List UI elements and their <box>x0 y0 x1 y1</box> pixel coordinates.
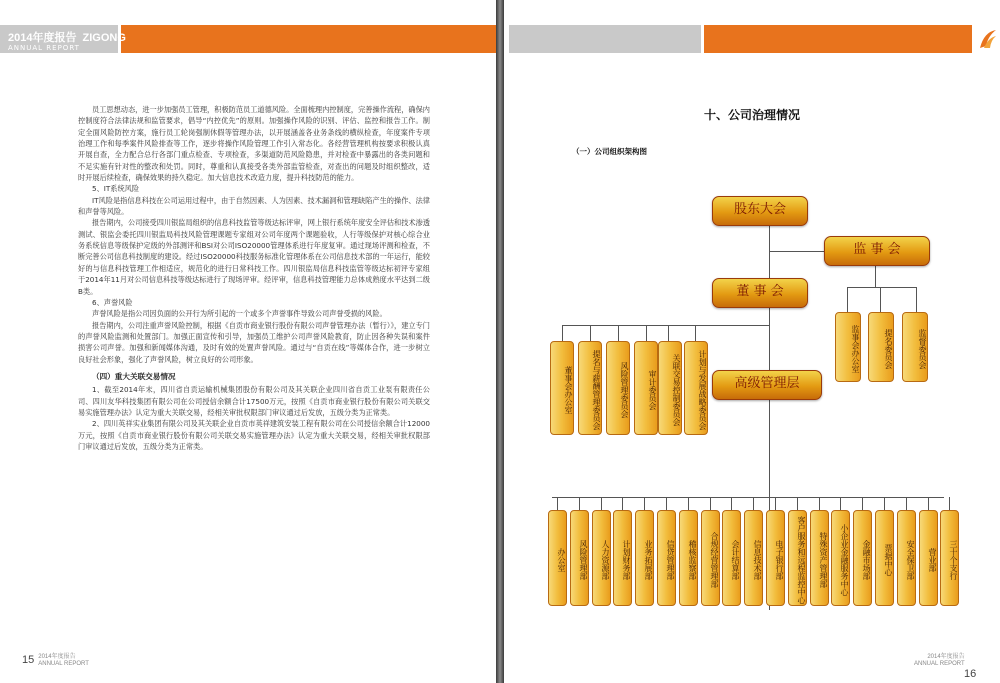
line-department-drop <box>666 497 667 510</box>
board-committee-box: 董事会办公室 <box>550 341 574 435</box>
footer-small-a: 2014年度报告 <box>927 654 965 660</box>
line-committee-bus <box>562 325 769 326</box>
department-box: 金融市场部 <box>853 510 872 606</box>
line-sup-c3 <box>916 287 917 312</box>
line-to-supervisors <box>769 251 824 252</box>
department-box: 合规经营管理部 <box>701 510 720 606</box>
brand-name: ZIGONG <box>82 32 126 44</box>
body-paragraph: 声誉风险是指公司因负面的公开行为所引起的一个或多个声誉事件导致公司声誉受损的风险。 <box>92 309 387 319</box>
line-department-drop <box>949 497 950 510</box>
org-chart <box>504 0 1000 683</box>
line-sup-c2 <box>880 287 881 312</box>
board-committee-box: 关联交易控制委员会 <box>658 341 682 435</box>
board-committee-box: 提名与薪酬管理委员会 <box>578 341 602 435</box>
right-footer <box>914 654 1000 680</box>
line-department-drop <box>644 497 645 510</box>
line-department-drop <box>840 497 841 510</box>
body-paragraph: IT风险是指信息科技在公司运用过程中，由于自然因素、人为因素、技术漏洞和管理缺陷产生的操作、法律和声誉等风险。 <box>78 195 430 217</box>
line-department-bus <box>552 497 944 498</box>
department-box: 风险管理部 <box>570 510 589 606</box>
body-paragraph: 2、四川英祥实业集团有限公司及其关联企业自贡市英祥建筑安装工程有限公司在公司授信余额合计12000万元，按照《自贡市商业银行股份有限公司关联交易实施管理办法》认定为重大关联交易，经相关审批权限部门审议通过后发放，五级分类为正常类。 <box>78 419 430 451</box>
line-department-drop <box>797 497 798 510</box>
line-com-c5 <box>668 325 669 341</box>
department-box: 信贷管理部 <box>657 510 676 606</box>
body-paragraph: 员工思想动态，进一步加强员工管理，积极防范员工道德风险。全面梳理内控制度，完善操作流程，确保内控制度符合法律法规和监管要求，倡导“内控优先”的原则。加强操作风险的识别、评估、监控和报告工作。制定全面风险防控方案，施行员工轮岗强制休假等管理办法，以开展涵盖各业务条线的横纵检查，年度案件专项治理工作和每季案件风险排查等工作，逐步将操作风险管理工作引入常态化。各经营管理机构按要求积极认真开展自查，全力配合总行各部门重点检查、专项检查，多渠道防范风险隐患，并对检查中暴露出的各类问题和不足实施有针对性的整改和处罚。同时，尊重和认真接受各类外部监管检查，对查出的问题及时组织整改，适时开展后续检查，确保效果的持久稳定。加大信息技术改造力度，提升科技防范的能力。 <box>78 105 430 183</box>
line-department-drop <box>906 497 907 510</box>
footer-small-b: ANNUAL REPORT <box>38 661 89 667</box>
department-box: 特殊资产管理部 <box>810 510 829 606</box>
section-title: 十、公司治理情况 <box>704 108 801 122</box>
left-footer <box>22 654 89 668</box>
line-department-drop <box>862 497 863 510</box>
page-number: 15 <box>22 654 35 666</box>
board-committee-box: 计划与发展战略委员会 <box>684 341 708 435</box>
left-page <box>0 0 496 683</box>
supervisor-committee-box: 监事会办公室 <box>835 312 861 382</box>
body-paragraph: 报告期内，公司接受四川银监局组织的信息科技监管等级达标评审，网上银行系统年度安全评估和技术渗透测试、银监会委托四川银监局科技风险管理课题专家组对公司年度两个课题验收，人行等级保护对核心综合业务系统信息等级保护定级的外部测评和BSI对公司ISO20000管理体系进行年度复审。通过现场评测和检查，不断完善公司信息科技制度的建设。经过ISO20000科技服务标准化管理体系在公司信息技术部的一年运行，能较好的与信息科技管理工作相适应，规范化的进行日常科技工作。四川银监局信息科技监管等级达标初评专家组于2014年11月对公司信息科技等级达标进行了现场评审。经评审，信息科技管理能力总体成熟度水平达到二级B类。 <box>78 218 430 296</box>
report-year-title: 2014年度报告 <box>8 32 77 44</box>
header-bar-left-orange <box>121 25 496 53</box>
footer-small-b: ANNUAL REPORT <box>914 661 965 667</box>
department-box: 营业部 <box>919 510 938 606</box>
supervisory-board-box: 监 事 会 <box>824 236 930 266</box>
line-com-c1 <box>562 325 563 341</box>
department-box: 小企业金融服务中心 <box>831 510 850 606</box>
department-box: 计划财务部 <box>613 510 632 606</box>
right-page <box>504 0 1000 683</box>
department-box: 稽核监察部 <box>679 510 698 606</box>
line-department-drop <box>557 497 558 510</box>
department-box: 信息技术部 <box>744 510 763 606</box>
line-department-drop <box>819 497 820 510</box>
body-paragraph: 报告期内，公司注重声誉风险控制，根据《自贡市商业银行股份有限公司声誉管理办法（暂行）》，建立专门的声誉风险监测和处置部门。加强正面宣传和引导，加强员工维护公司声誉风险教育，防止因各种失误和案件损害公司声誉。加强和新闻媒体沟通，及时有效的处置声誉风险。通过与“自贡在线”等媒体合作，进一步树立良好社会形象，强化了声誉风险，树立良好的公司形象。 <box>78 320 430 364</box>
shareholders-meeting-box: 股东大会 <box>712 196 808 226</box>
line-supervisor-bus <box>847 287 917 288</box>
left-body-text <box>78 104 430 452</box>
line-department-drop <box>622 497 623 510</box>
department-box: 票据中心 <box>875 510 894 606</box>
line-department-drop <box>688 497 689 510</box>
line-department-drop <box>601 497 602 510</box>
line-com-c6 <box>695 325 696 341</box>
department-box: 安全保卫部 <box>897 510 916 606</box>
page-number: 16 <box>964 668 977 680</box>
subsection-title: （一）公司组织架构图 <box>572 147 647 156</box>
department-box: 三十个支行 <box>940 510 959 606</box>
body-paragraph: 5、IT系统风险 <box>92 184 140 194</box>
report-brand <box>8 26 126 52</box>
senior-management-box: 高级管理层 <box>712 370 822 400</box>
body-paragraph: 1、截至2014年末，四川省自贡运输机械集团股份有限公司及其关联企业四川省自贡工业泵有限责任公司、四川友华科技集团有限公司在公司授信余额合计17500万元，按照《自贡市商业银行股份有限公司关联交易实施管理办法》认定为重大关联交易，经相关审批权限部门审议通过后发放，五级分类为正常类。 <box>78 385 430 417</box>
board-committee-box: 审计委员会 <box>634 341 658 435</box>
brand-subtitle: ANNUAL REPORT <box>8 44 80 52</box>
line-department-drop <box>731 497 732 510</box>
department-box: 人力资源部 <box>592 510 611 606</box>
department-box: 办公室 <box>548 510 567 606</box>
footer-small-a: 2014年度报告 <box>38 654 76 660</box>
board-committee-box: 风险管理委员会 <box>606 341 630 435</box>
department-box: 业务拓展部 <box>635 510 654 606</box>
department-box: 客户服务和远程监控中心 <box>788 510 807 606</box>
line-department-drop <box>775 497 776 510</box>
line-com-c4 <box>646 325 647 341</box>
line-department-drop <box>579 497 580 510</box>
line-com-c2 <box>590 325 591 341</box>
board-of-directors-box: 董 事 会 <box>712 278 808 308</box>
line-com-c3 <box>618 325 619 341</box>
line-department-drop <box>884 497 885 510</box>
page-gutter <box>496 0 504 683</box>
supervisor-committee-box: 提名委员会 <box>868 312 894 382</box>
supervisor-committee-box: 监督委员会 <box>902 312 928 382</box>
line-department-drop <box>928 497 929 510</box>
line-department-drop <box>753 497 754 510</box>
line-sup-c1 <box>847 287 848 312</box>
section-heading: （四）重大关联交易情况 <box>92 371 176 381</box>
department-box: 电子银行部 <box>766 510 785 606</box>
department-box: 会计结算部 <box>722 510 741 606</box>
line-supervisors-down <box>875 263 876 287</box>
body-paragraph: 6、声誉风险 <box>92 297 133 307</box>
line-department-drop <box>710 497 711 510</box>
